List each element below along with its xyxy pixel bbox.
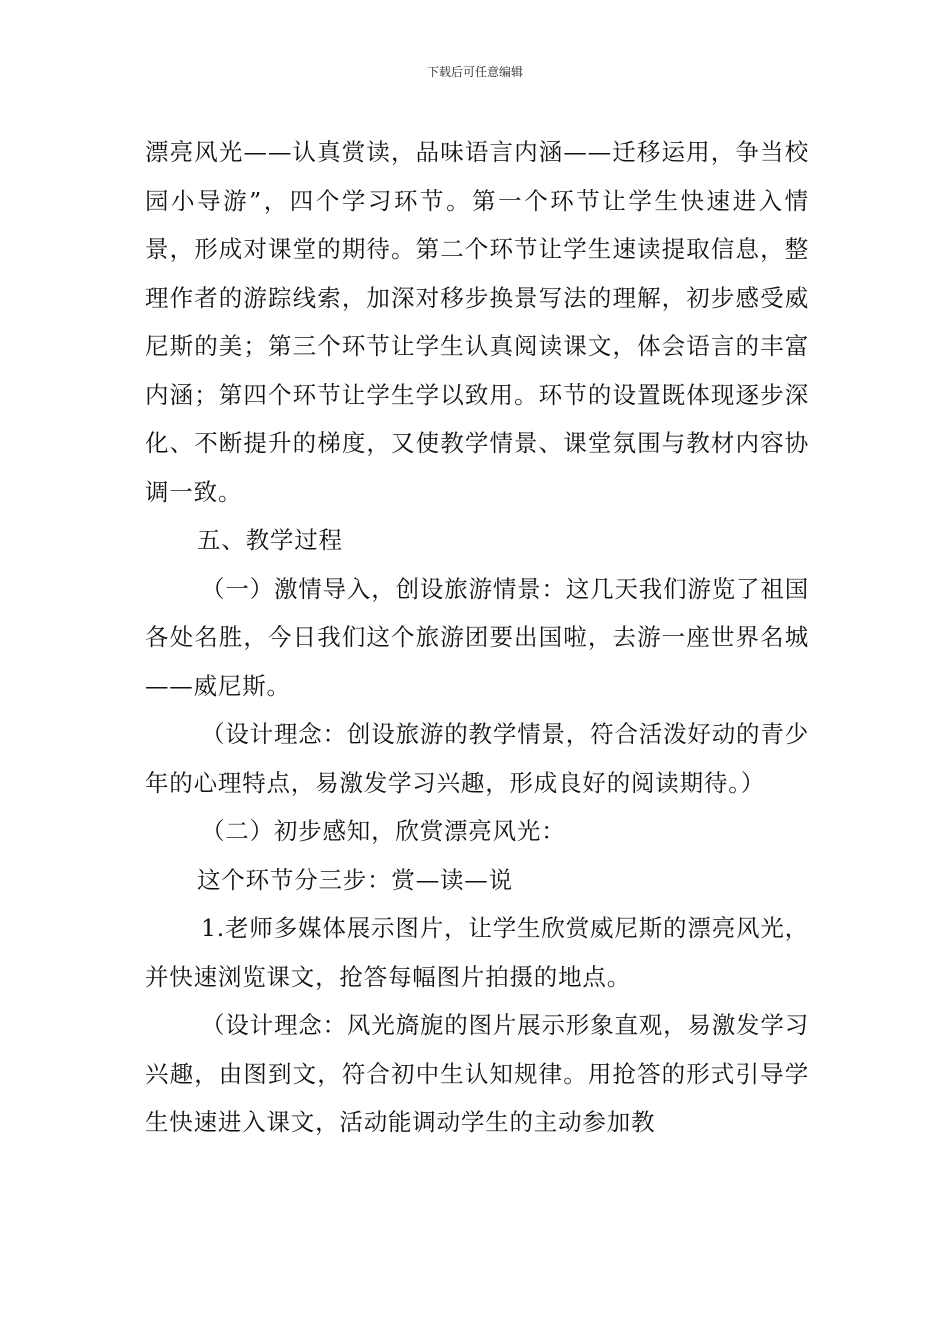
document-body xyxy=(145,128,809,1147)
page-header: 下载后可任意编辑 xyxy=(426,65,523,79)
section-heading-teaching-process: 五、教学过程 xyxy=(197,526,343,554)
paragraph-design-concept-1: （设计理念：创设旅游的教学情景，符合活泼好动的青少年的心理特点，易激发学习兴趣，形成良好的阅读期待。） xyxy=(145,720,809,797)
paragraph-step-one-item: 1.老师多媒体展示图片，让学生欣赏威尼斯的漂亮风光，并快速浏览课文，抢答每幅图片拍摄的地点。 xyxy=(145,914,809,991)
paragraph-three-steps: 这个环节分三步：赏—读—说 xyxy=(197,865,513,894)
paragraph-environment-design: 漂亮风光——认真赏读，品味语言内涵——迁移运用，争当校园小导游”，四个学习环节。第一个环节让学生快速进入情景，形成对课堂的期待。第二个环节让学生速读提取信息，整理作者的游踪线索，加深对移步换景写法的理解，初步感受威尼斯的美；第三个环节让学生认真阅读课文，体会语言的丰富内涵；第四个环节让学生学以致用。环节的设置既体现逐步深化、不断提升的梯度，又使教学情景、课堂氛围与教材内容协调一致。 xyxy=(145,138,809,506)
paragraph-design-concept-2: （设计理念：风光旖旎的图片展示形象直观，易激发学习兴趣，由图到文，符合初中生认知规律。用抢答的形式引导学生快速进入课文，活动能调动学生的主动参加教 xyxy=(145,1011,809,1136)
paragraph-step-two-heading: （二）初步感知，欣赏漂亮风光： xyxy=(201,817,566,845)
paragraph-intro-step: （一）激情导入，创设旅游情景：这几天我们游览了祖国各处名胜，今日我们这个旅游团要出国啦，去游一座世界名城——威尼斯。 xyxy=(145,574,809,700)
